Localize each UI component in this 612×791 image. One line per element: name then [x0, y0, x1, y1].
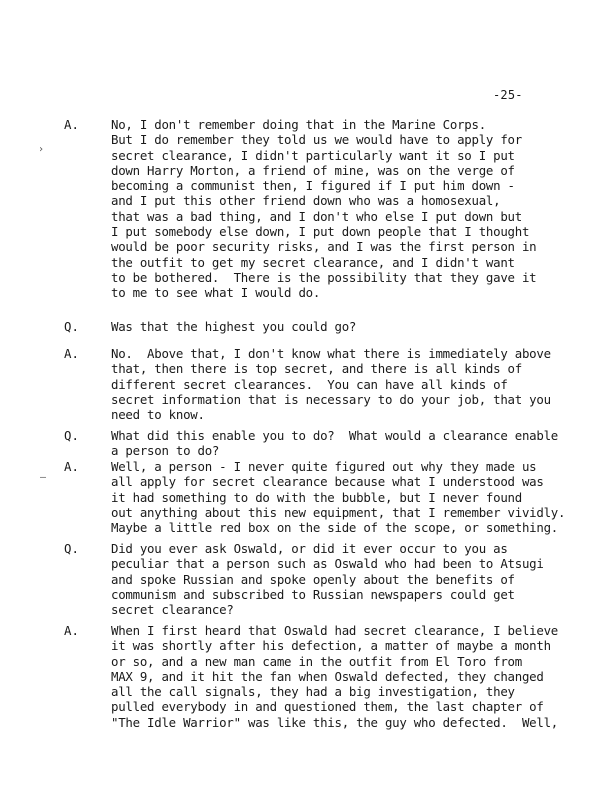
entry-label: A.: [64, 346, 79, 361]
entry-label: A.: [64, 459, 79, 474]
entry-label: Q.: [64, 319, 79, 334]
entry-text: No. Above that, I don't know what there is immediately above that, then there is top secret, and there is all kinds of different secret clearances. You can have all kinds of secret information that is necessary to do your job, that you need to know.: [111, 346, 551, 423]
entry-label: Q.: [64, 541, 79, 556]
entry-text: Did you ever ask Oswald, or did it ever occur to you as peculiar that a person such as Oswald who had been to Atsugi and spoke Russian and spoke openly about the benefits of communism and subscribed to Russian newspapers could get secret clearance?: [111, 541, 544, 618]
entry-text: Well, a person - I never quite figured out why they made us all apply for secret clearance because what I understood was it had something to do with the bubble, but I never found out anything about this new equipment, that I remember vividly. Maybe a little red box on the side of the scope, or something.: [111, 459, 566, 536]
entry-label: A.: [64, 623, 79, 638]
entry-text: Was that the highest you could go?: [111, 319, 357, 334]
entry-label: Q.: [64, 428, 79, 443]
entry-label: A.: [64, 117, 79, 132]
margin-mark: ›: [38, 144, 45, 155]
entry-text: No, I don't remember doing that in the Marine Corps. But I do remember they told us we would have to apply for secret clearance, I didn't particularly want it so I put down Harry Morton, a friend of mine, was on the verge of becoming a communist then, I figured if I put him down - and I put this other friend down who was a homosexual, that was a bad thing, and I don't who else I put down but I put somebody else down, I put down people that I thought would be poor security risks, and I was the first person in the outfit to get my secret clearance, and I didn't want to be bothered. There is the possibility that they gave it to me to see what I would do.: [111, 117, 537, 301]
page-number: -25-: [493, 88, 523, 102]
entry-text: When I first heard that Oswald had secret clearance, I believe it was shortly after his defection, a matter of maybe a month or so, and a new man came in the outfit from El Toro from MAX 9, and it hit the fan when Oswald defected, they changed all the call signals, they had a big investigation, they pulled everybody in and questioned them, the last chapter of "The Idle Warrior" was like this, the guy who defected. Well,: [111, 623, 559, 730]
entry-text: What did this enable you to do? What would a clearance enable a person to do?: [111, 428, 559, 459]
margin-mark: —: [40, 472, 47, 483]
